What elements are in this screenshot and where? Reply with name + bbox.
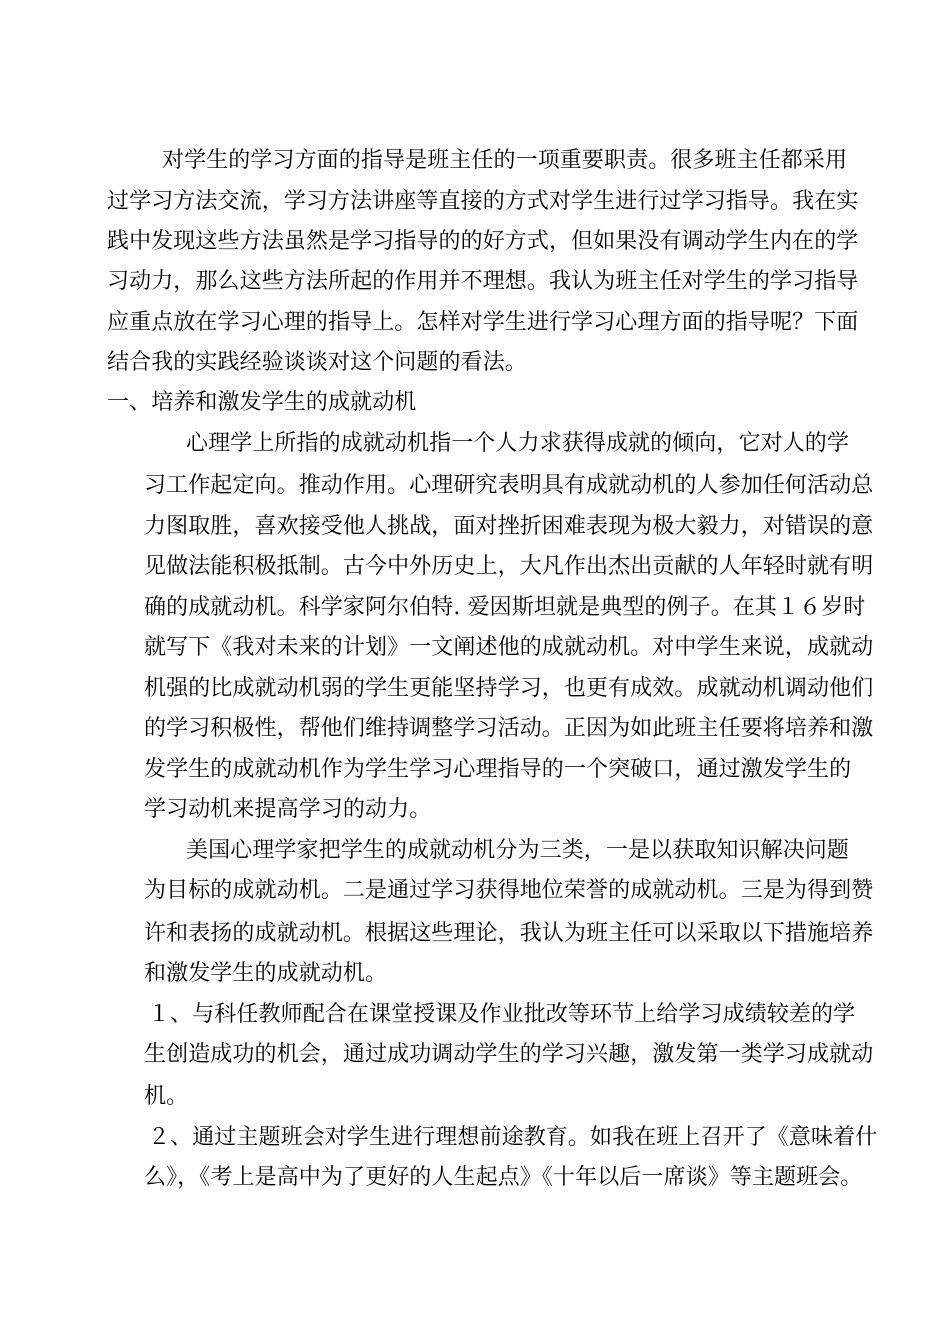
intro-line: 对学生的学习方面的指导是班主任的一项重要职责。很多班主任都采用 (162, 148, 848, 173)
paragraph-line: 力图取胜，喜欢接受他人挑战，面对挫折困难表现为极大毅力，对错误的意 (144, 514, 874, 539)
paragraph-line: 美国心理学家把学生的成就动机分为三类，一是以获取知识解决问题 (186, 838, 850, 863)
paragraph-line: 和激发学生的成就动机。 (144, 961, 388, 986)
paragraph-line: 发学生的成就动机作为学生学习心理指导的一个突破口，通过激发学生的 (144, 757, 852, 782)
paragraph-line: 确的成就动机。科学家阿尔伯特. 爱因斯坦就是典型的例子。在其１６岁时 (144, 595, 866, 620)
paragraph-line: 心理学上所指的成就动机指一个人力求获得成就的倾向，它对人的学 (186, 431, 850, 456)
intro-line: 习动力，那么这些方法所起的作用并不理想。我认为班主任对学生的学习指导 (107, 269, 859, 294)
paragraph-line: 的学习积极性，帮他们维持调整学习活动。正因为如此班主任要将培养和激 (144, 716, 874, 741)
intro-line: 结合我的实践经验谈谈对这个问题的看法。 (107, 350, 527, 375)
paragraph-line: 许和表扬的成就动机。根据这些理论，我认为班主任可以采取以下措施培养 (144, 921, 874, 946)
paragraph-line: 习工作起定向。推动作用。心理研究表明具有成就动机的人参加任何活动总 (144, 473, 874, 498)
list-item-line: 么》，《考上是高中为了更好的人生起点》《十年以后一席谈》等主题班会。 (144, 1165, 863, 1190)
intro-line: 践中发现这些方法虽然是学习指导的的好方式，但如果没有调动学生内在的学 (107, 229, 859, 254)
list-item-line: 生创造成功的机会，通过成功调动学生的学习兴趣，激发第一类学习成就动 (144, 1042, 874, 1067)
paragraph-line: 机强的比成就动机弱的学生更能坚持学习，也更有成效。成就动机调动他们 (144, 676, 874, 701)
list-item-line: １、与科任教师配合在课堂授课及作业批改等环节上给学习成绩较差的学 (148, 1002, 856, 1027)
paragraph-line: 为目标的成就动机。二是通过学习获得地位荣誉的成就动机。三是为得到赞 (144, 878, 874, 903)
paragraph-line: 就写下《我对未来的计划》一文阐述他的成就动机。对中学生来说，成就动 (144, 635, 874, 660)
section-heading: 一、培养和激发学生的成就动机 (107, 390, 417, 415)
list-item-line: ２、通过主题班会对学生进行理想前途教育。如我在班上召开了《意味着什 (148, 1125, 878, 1150)
list-item-line: 机。 (144, 1084, 189, 1109)
intro-line: 过学习方法交流，学习方法讲座等直接的方式对学生进行过学习指导。我在实 (107, 189, 859, 214)
paragraph-line: 学习动机来提高学习的动力。 (144, 797, 432, 822)
intro-line: 应重点放在学习心理的指导上。怎样对学生进行学习心理方面的指导呢？下面 (107, 310, 859, 335)
paragraph-line: 见做法能积极抵制。古今中外历史上，大凡作出杰出贡献的人年轻时就有明 (144, 554, 874, 579)
